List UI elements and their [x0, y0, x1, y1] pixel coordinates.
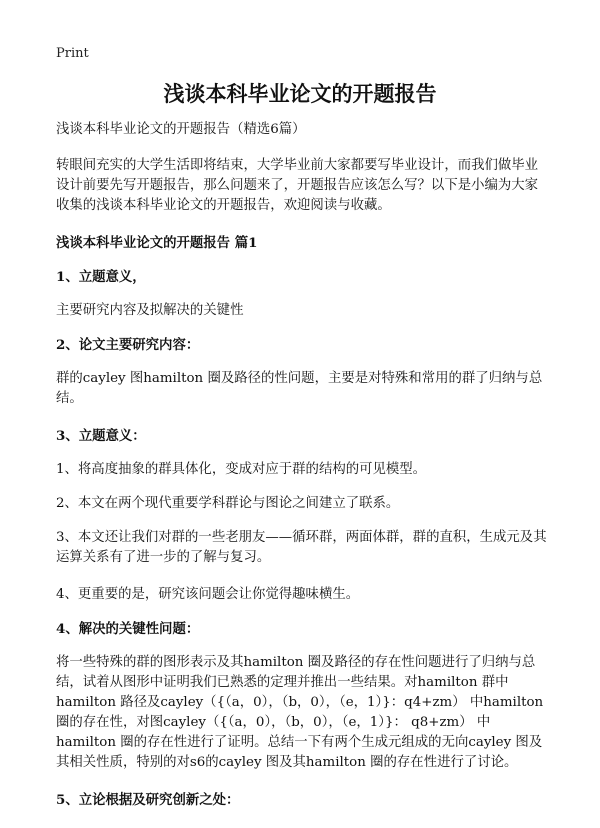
paragraph-4: 将一些特殊的群的图形表示及其hamilton 圈及路径的存在性问题进行了归纳与总结，试着从图形中证明我们已熟悉的定理并推出一些结果。对hamilton 群中hamilton 路径及cayley（{（a，0），（b，0），（e，1）}：q4+zm） 中hamilton 圈的存在性，对图cayley（{（a，0），（b，0），（e，1）}： q8+zm） 中hamilton 圈的存在性进行了证明。总结一下有两个生成元组成的无向cayley 图及其相关性质，特别的对s6的cayley 图及其hamilton 圈的存在性进行了讨论。 — [56, 655, 544, 770]
section-title: 浅谈本科毕业论文的开题报告 篇1 — [56, 235, 258, 251]
list-item: 2、本文在两个现代重要学科群论与图论之间建立了联系。 — [56, 496, 400, 511]
paragraph-1: 主要研究内容及拟解决的关键性 — [56, 303, 244, 318]
paragraph-2: 群的cayley 图hamilton 圈及路径的性问题，主要是对特殊和常用的群了归纳与总结。 — [56, 371, 543, 406]
heading-1: 1、立题意义， — [56, 269, 146, 285]
intro-paragraph: 转眼间充实的大学生活即将结束，大学毕业前大家都要写毕业设计，而我们做毕业设计前要先写开题报告，那么问题来了，开题报告应该怎么写？以下是小编为大家收集的浅谈本科毕业论文的开题报告，欢迎阅读与收藏。 — [56, 158, 539, 213]
print-label: Print — [56, 46, 89, 61]
heading-4: 4、解决的关键性问题： — [56, 621, 200, 637]
heading-3: 3、立题意义： — [56, 428, 146, 444]
heading-2: 2、论文主要研究内容： — [56, 337, 200, 353]
subtitle: 浅谈本科毕业论文的开题报告（精选6篇） — [56, 122, 306, 137]
list-item: 4、更重要的是，研究该问题会让你觉得趣味横生。 — [56, 587, 360, 602]
list-item: 3、本文还让我们对群的一些老朋友——循环群，两面体群，群的直积，生成元及其运算关系有了进一步的了解与复习。 — [56, 530, 547, 565]
heading-5: 5、立论根据及研究创新之处： — [56, 792, 240, 808]
document-title: 浅谈本科毕业论文的开题报告 — [163, 81, 437, 106]
document-body — [56, 120, 550, 824]
list-item: 1、将高度抽象的群具体化，变成对应于群的结构的可见模型。 — [56, 462, 427, 477]
